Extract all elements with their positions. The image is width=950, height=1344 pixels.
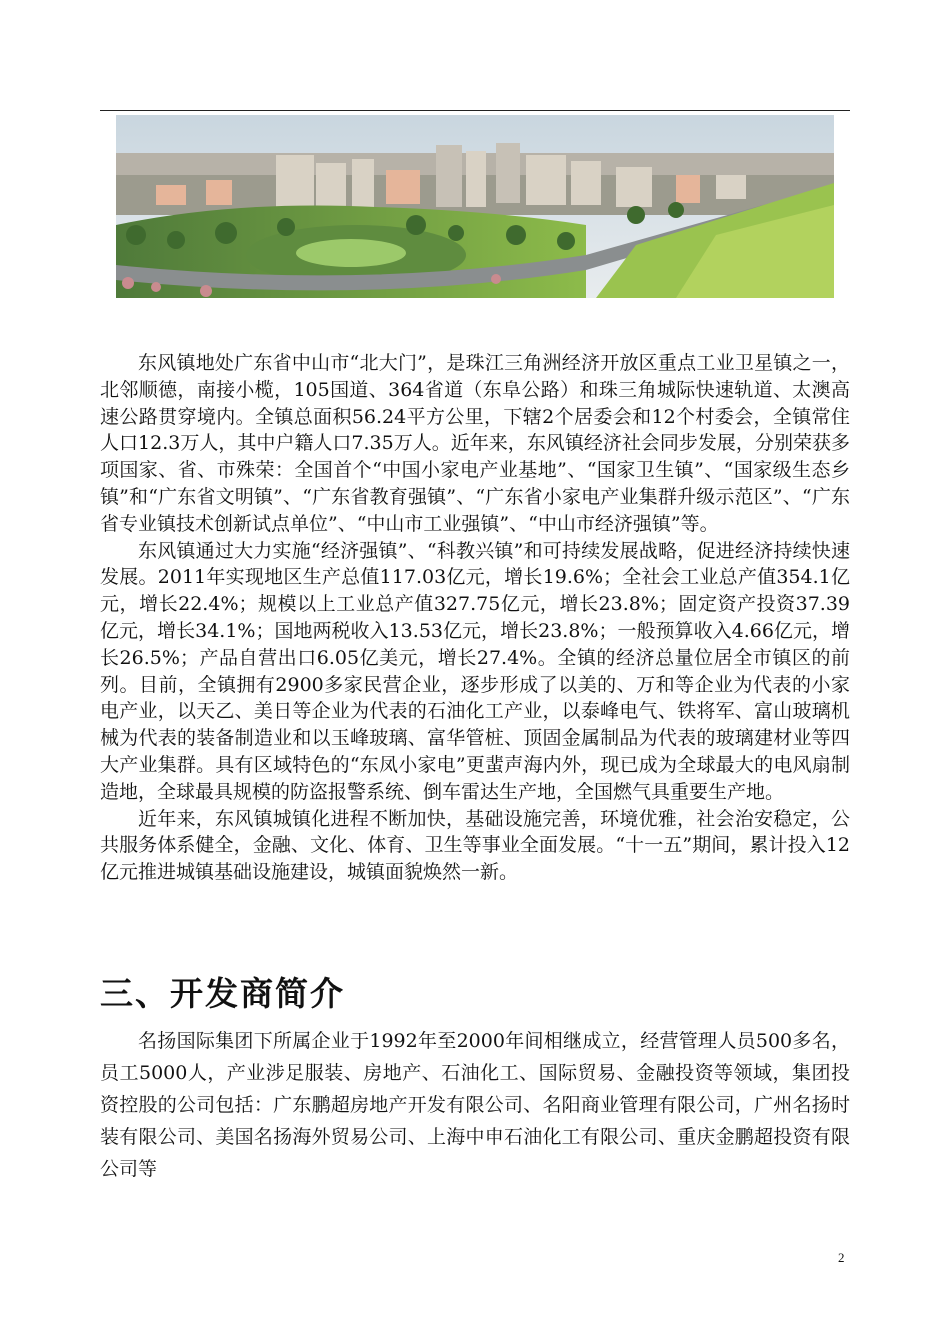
town-introduction xyxy=(100,350,850,886)
page-number: 2 xyxy=(838,1250,845,1265)
developer-introduction xyxy=(100,1025,850,1185)
section-heading: 三、开发商简介 xyxy=(100,974,345,1013)
town-panorama-photo xyxy=(116,115,834,298)
intro-paragraph-1: 东风镇地处广东省中山市“北大门”，是珠江三角洲经济开放区重点工业卫星镇之一，北邻顺德，南接小榄，105国道、364省道（东阜公路）和珠三角城际快速轨道、太澳高速公路贯穿境内。全镇总面积56.24平方公里，下辖2个居委会和12个村委会，全镇常住人口12.3万人，其中户籍人口7.35万人。近年来，东风镇经济社会同步发展，分别荣获多项国家、省、市殊荣：全国首个“中国小家电产业基地”、“国家卫生镇”、“国家级生态乡镇”和“广东省文明镇”、“广东省教育强镇”、“广东省小家电产业集群升级示范区”、“广东省专业镇技术创新试点单位”、“中山市工业强镇”、“中山市经济强镇”等。 xyxy=(100,352,850,535)
developer-paragraph: 名扬国际集团下所属企业于1992年至2000年间相继成立，经营管理人员500多名，员工5000人，产业涉足服装、房地产、石油化工、国际贸易、金融投资等领域，集团投资控股的公司包括：广东鹏超房地产开发有限公司、名阳商业管理有限公司，广州名扬时装有限公司、美国名扬海外贸易公司、上海中申石油化工有限公司、重庆金鹏超投资有限公司等 xyxy=(100,1030,850,1180)
header-rule xyxy=(100,110,850,111)
intro-paragraph-3: 近年来，东风镇城镇化进程不断加快，基础设施完善，环境优雅，社会治安稳定，公共服务体系健全，金融、文化、体育、卫生等事业全面发展。“十一五”期间，累计投入12亿元推进城镇基础设施建设，城镇面貌焕然一新。 xyxy=(100,807,850,884)
intro-paragraph-2: 东风镇通过大力实施“经济强镇”、“科教兴镇”和可持续发展战略，促进经济持续快速发展。2011年实现地区生产总值117.03亿元，增长19.6%；全社会工业总产值354.1亿元，增长22.4%；规模以上工业总产值327.75亿元，增长23.8%；固定资产投资37.39亿元，增长34.1%；国地两税收入13.53亿元，增长23.8%；一般预算收入4.66亿元，增长26.5%；产品自营出口6.05亿美元，增长27.4%。全镇的经济总量位居全市镇区的前列。目前，全镇拥有2900多家民营企业，逐步形成了以美的、万和等企业为代表的小家电产业，以天乙、美日等企业为代表的石油化工产业，以泰峰电气、铁将军、富山玻璃机械为代表的装备制造业和以玉峰玻璃、富华管桩、顶固金属制品为代表的玻璃建材业等四大产业集群。具有区域特色的“东凤小家电”更蜚声海内外，现已成为全球最大的电风扇制造地，全球最具规模的防盗报警系统、倒车雷达生产地，全国燃气具重要生产地。 xyxy=(100,539,850,803)
